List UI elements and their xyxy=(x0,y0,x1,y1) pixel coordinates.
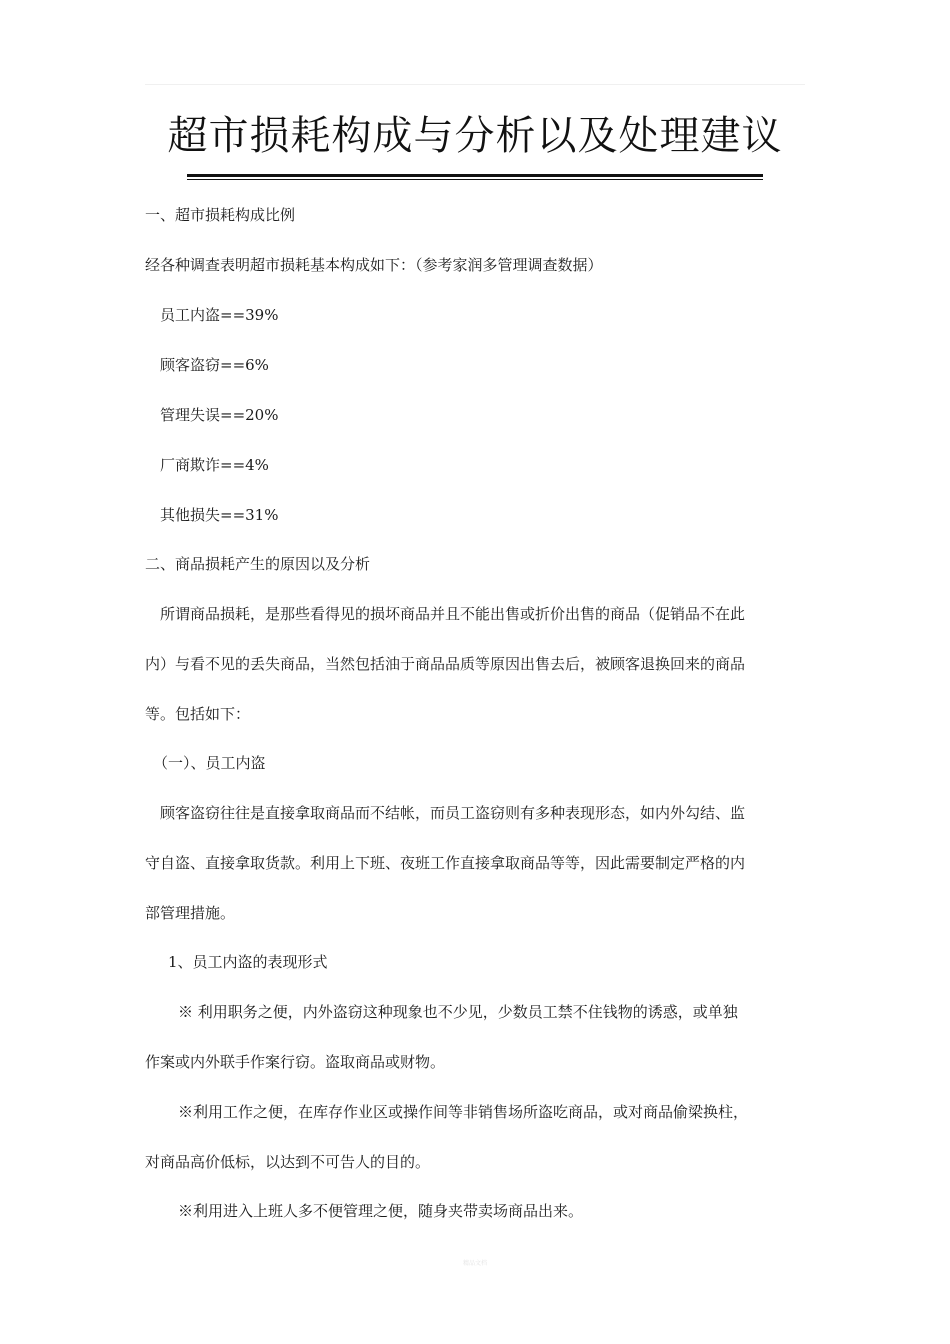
header-rule xyxy=(145,84,805,85)
paragraph-theft-line-3: 部管理措施。 xyxy=(145,904,236,922)
bullet-item-1-line-2: 作案或内外联手作案行窃。盗取商品或财物。 xyxy=(145,1053,446,1071)
underline-thin xyxy=(187,179,763,180)
title-double-underline xyxy=(187,174,763,180)
paragraph-definition-line-2: 内）与看不见的丢失商品，当然包括油于商品品质等原因出售去后，被顾客退换回来的商品 xyxy=(145,655,746,673)
paragraph-intro: 经各种调查表明超市损耗基本构成如下：（参考家润多管理调查数据） xyxy=(145,256,603,274)
list-item-customer-theft: 顾客盗窃==6% xyxy=(160,356,269,374)
bullet-item-3-line-1: ※利用进入上班人多不便管理之便，随身夹带卖场商品出来。 xyxy=(178,1202,584,1220)
bullet-item-2-line-2: 对商品高价低标，以达到不可告人的目的。 xyxy=(145,1153,431,1171)
list-item-employee-theft: 员工内盗==39% xyxy=(160,306,279,324)
footer-watermark: 精品文档 xyxy=(462,1260,487,1267)
list-item-vendor-fraud: 厂商欺诈==4% xyxy=(160,456,269,474)
bullet-item-2-line-1: ※利用工作之便，在库存作业区或操作间等非销售场所盗吃商品，或对商品偷梁换柱， xyxy=(178,1103,749,1121)
document-title: 超市损耗构成与分析以及处理建议 xyxy=(167,113,783,159)
paragraph-definition-line-3: 等。包括如下： xyxy=(145,705,251,723)
section-heading-1: 一、超市损耗构成比例 xyxy=(145,206,296,224)
list-item-other-loss: 其他损失==31% xyxy=(160,506,279,524)
list-item-management-error: 管理失误==20% xyxy=(160,406,279,424)
section-heading-2: 二、商品损耗产生的原因以及分析 xyxy=(145,555,371,573)
paragraph-definition-line-1: 所谓商品损耗，是那些看得见的损坏商品并且不能出售或折价出售的商品（促销品不在此 xyxy=(160,605,746,623)
paragraph-theft-line-1: 顾客盗窃往往是直接拿取商品而不结帐，而员工盗窃则有多种表现形态，如内外勾结、监 xyxy=(160,804,746,822)
bullet-item-1-line-1: ※ 利用职务之便，内外盗窃这种现象也不少见，少数员工禁不住钱物的诱惑，或单独 xyxy=(178,1003,738,1021)
numbered-heading-1: 1、员工内盗的表现形式 xyxy=(168,953,328,971)
paragraph-theft-line-2: 守自盗、直接拿取货款。利用上下班、夜班工作直接拿取商品等等，因此需要制定严格的内 xyxy=(145,854,746,872)
subsection-heading-1: （一）、员工内盗 xyxy=(153,754,266,772)
